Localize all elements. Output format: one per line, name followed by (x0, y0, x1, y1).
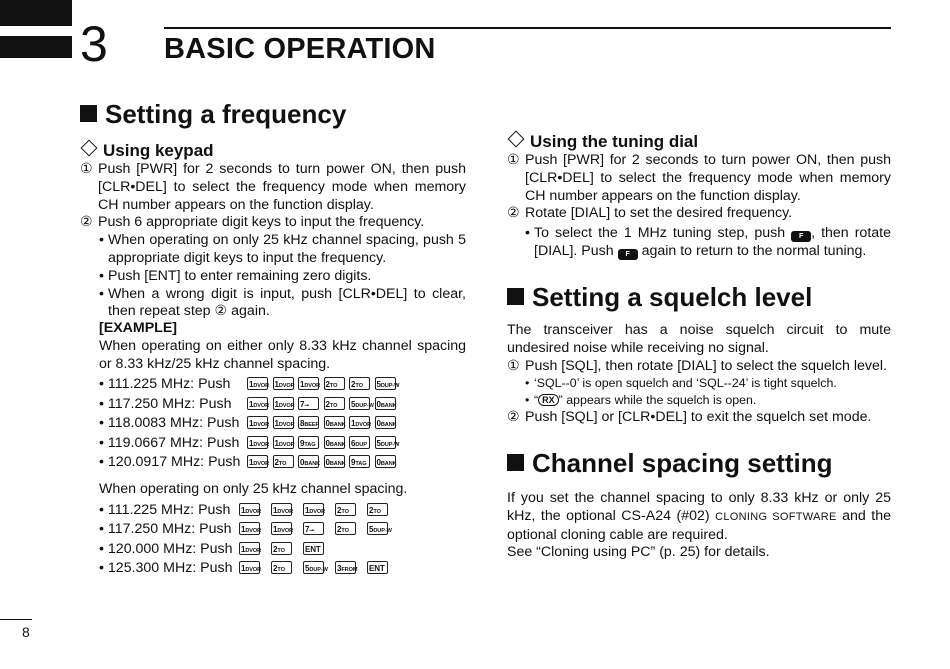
keypad-key-icon: 1DVOR (247, 377, 268, 390)
channel-body (507, 490, 891, 562)
example-row-label: • 111.225 MHz: Push (99, 376, 231, 393)
example-row-label: • 111.225 MHz: Push (99, 501, 231, 518)
keypad-key-icon: 2TO (271, 542, 292, 555)
keypad-key-icon: 0BANK (298, 455, 319, 468)
keypad-key-icon: 1DVOR (271, 503, 292, 516)
channel-paragraph: If you set the channel spacing to only 8.33 kHz or only 25 kHz, the optional CS-A24 (#02) CLONING SOFTWARE and the optional cloning cable are required. (507, 490, 892, 543)
keypad-key-icon: 2TO (367, 503, 388, 516)
example-row (99, 434, 466, 454)
dial-step-2: ② Rotate [DIAL] to set the desired frequency. (507, 205, 793, 222)
keypad-key-icon: 7⊸ (298, 397, 319, 410)
dial-step-1: ① Push [PWR] for 2 seconds to turn power ON, then push [CLR•DEL] to select the frequency mode when memory CH number appears on the function display. (507, 152, 891, 204)
keypad-bullet-2: • Push [ENT] to enter remaining zero digits. (99, 268, 466, 286)
example-row-label: • 120.000 MHz: Push (99, 540, 233, 557)
header-rule (164, 27, 891, 29)
keypad-key-icon: 0BANK (375, 455, 396, 468)
example-intro: When operating on either only 8.33 kHz channel spacing or 8.33 kHz/25 kHz channel spacing. (99, 337, 466, 372)
keypad-key-icon: 1DVOR (271, 522, 292, 535)
keypad-key-icon: 5DUP-W (375, 377, 396, 390)
squelch-bullet-1: • ‘SQL--0’ is open squelch and ‘SQL--24’ is tight squelch. (525, 375, 891, 391)
keypad-key-icon: 1DVOR (239, 522, 260, 535)
footer-rule (0, 619, 32, 620)
keypad-key-icon: 1DVOR (298, 377, 319, 390)
keypad-key-icon: 9TAG (349, 455, 370, 468)
keypad-key-icon: 1DVOR (247, 455, 268, 468)
keypad-key-icon: 7⊸ (303, 522, 324, 535)
keypad-key-icon: ENT (303, 542, 324, 555)
keypad-key-icon: 0BANK (324, 436, 345, 449)
keypad-key-icon: 1DVOR (247, 416, 268, 429)
keypad-key-icon: 1DVOR (273, 416, 294, 429)
page-number: 8 (22, 624, 30, 640)
keypad-step-1: ① Push [PWR] for 2 seconds to turn power ON, then push [CLR•DEL] to select the frequency mode when memory CH number appears on the function display. (80, 161, 466, 213)
keypad-key-icon: 1DVOR (247, 436, 268, 449)
f-key-icon: F (618, 249, 638, 260)
keypad-key-icon: 2TO (335, 503, 356, 516)
example-row (99, 395, 466, 415)
keypad-key-icon: 2TO (271, 561, 292, 574)
keypad-key-icon: 0BANK (324, 416, 345, 429)
square-bullet-icon (507, 454, 524, 471)
subsection-using-keypad: Using keypad (80, 141, 214, 161)
example-row (99, 540, 466, 560)
keypad-key-icon: 1DVOR (303, 503, 324, 516)
chapter-number: 3 (80, 16, 108, 72)
example2-intro: When operating on only 25 kHz channel spacing. (99, 480, 408, 497)
example-list-833 (99, 375, 466, 473)
example-row-label: • 120.0917 MHz: Push (99, 454, 241, 471)
keypad-key-icon: 1DVOR (239, 542, 260, 555)
keypad-steps (80, 161, 466, 321)
rx-indicator-icon: RX (538, 394, 559, 406)
example-row-label: • 118.0083 MHz: Push (99, 415, 240, 432)
keypad-key-icon: 8BEEP (298, 416, 319, 429)
keypad-key-icon: 2TO (349, 377, 370, 390)
keypad-key-icon: 0BANK (375, 416, 396, 429)
keypad-key-icon: 2TO (324, 397, 345, 410)
keypad-key-icon: 2TO (324, 377, 345, 390)
keypad-key-icon: 1DVOR (273, 436, 294, 449)
keypad-bullet-3: • When a wrong digit is input, push [CLR•DEL] to clear, then repeat step ② again. (99, 286, 466, 322)
example-row (99, 375, 466, 395)
chapter-title: BASIC OPERATION (164, 33, 436, 65)
example-row-label: • 125.300 MHz: Push (99, 560, 233, 577)
keypad-key-icon: 3FROM (335, 561, 356, 574)
keypad-key-icon: 9TAG (298, 436, 319, 449)
squelch-step-1: ① Push [SQL], then rotate [DIAL] to select the squelch level. (507, 357, 887, 374)
keypad-key-icon: 1DVOR (247, 397, 268, 410)
keypad-key-icon: 5DUP-W (349, 397, 370, 410)
example-block (99, 320, 466, 579)
f-key-icon: F (791, 231, 811, 242)
example-row (99, 501, 466, 521)
squelch-step-2: ② Push [SQL] or [CLR•DEL] to exit the squelch set mode. (507, 409, 872, 426)
keypad-key-icon: 2TO (335, 522, 356, 535)
section-channel-spacing: Channel spacing setting (507, 448, 833, 478)
squelch-body (507, 322, 891, 427)
keypad-key-icon: 5DUP-W (375, 436, 396, 449)
dial-steps (507, 152, 891, 261)
example-row (99, 559, 466, 579)
keypad-key-icon: 2TO (273, 455, 294, 468)
diamond-icon (508, 131, 525, 148)
keypad-key-icon: 6DUP (349, 436, 370, 449)
square-bullet-icon (80, 105, 97, 122)
subsection-using-tuning-dial: Using the tuning dial (507, 132, 698, 152)
keypad-key-icon: 0BANK (324, 455, 345, 468)
example-row-label: • 119.0667 MHz: Push (99, 434, 240, 451)
keypad-key-icon: 5DUP-W (303, 561, 324, 574)
square-bullet-icon (507, 288, 524, 305)
keypad-key-icon: ENT (367, 561, 388, 574)
example-row (99, 414, 466, 434)
squelch-bullet-2: • “ RX ” appears while the squelch is open. (525, 392, 891, 408)
chapter-tab-bottom (0, 36, 72, 58)
keypad-key-icon: 1DVOR (273, 377, 294, 390)
diamond-icon (81, 140, 98, 157)
keypad-key-icon: 1DVOR (239, 503, 260, 516)
example-row-label: • 117.250 MHz: Push (99, 521, 232, 538)
example-list-25 (99, 501, 466, 579)
tuning-step-bullet: • To select the 1 MHz tuning step, push F , then rotate [DIAL]. Push F again to return to the normal tuning. (525, 225, 891, 261)
chapter-tab-top (0, 0, 72, 26)
keypad-key-icon: 5DUP-W (367, 522, 388, 535)
section-setting-squelch: Setting a squelch level (507, 282, 812, 312)
keypad-bullet-1: • When operating on only 25 kHz channel spacing, push 5 appropriate digit keys to input the frequency. (99, 232, 466, 268)
example-row (99, 453, 466, 473)
keypad-key-icon: 1DVOR (349, 416, 370, 429)
squelch-intro: The transceiver has a noise squelch circuit to mute undesired noise while receiving no signal. (507, 322, 891, 356)
keypad-key-icon: 0BANK (375, 397, 396, 410)
keypad-key-icon: 1DVOR (239, 561, 260, 574)
keypad-step-2: ② Push 6 appropriate digit keys to input the frequency. (80, 214, 425, 231)
section-setting-frequency: Setting a frequency (80, 99, 346, 129)
example-heading: [EXAMPLE] (99, 320, 178, 336)
example-row (99, 520, 466, 540)
keypad-key-icon: 1DVOR (273, 397, 294, 410)
example-row-label: • 117.250 MHz: Push (99, 395, 232, 412)
keypad-bullets (80, 232, 466, 321)
channel-see-also: See “Cloning using PC” (p. 25) for details. (507, 544, 770, 561)
